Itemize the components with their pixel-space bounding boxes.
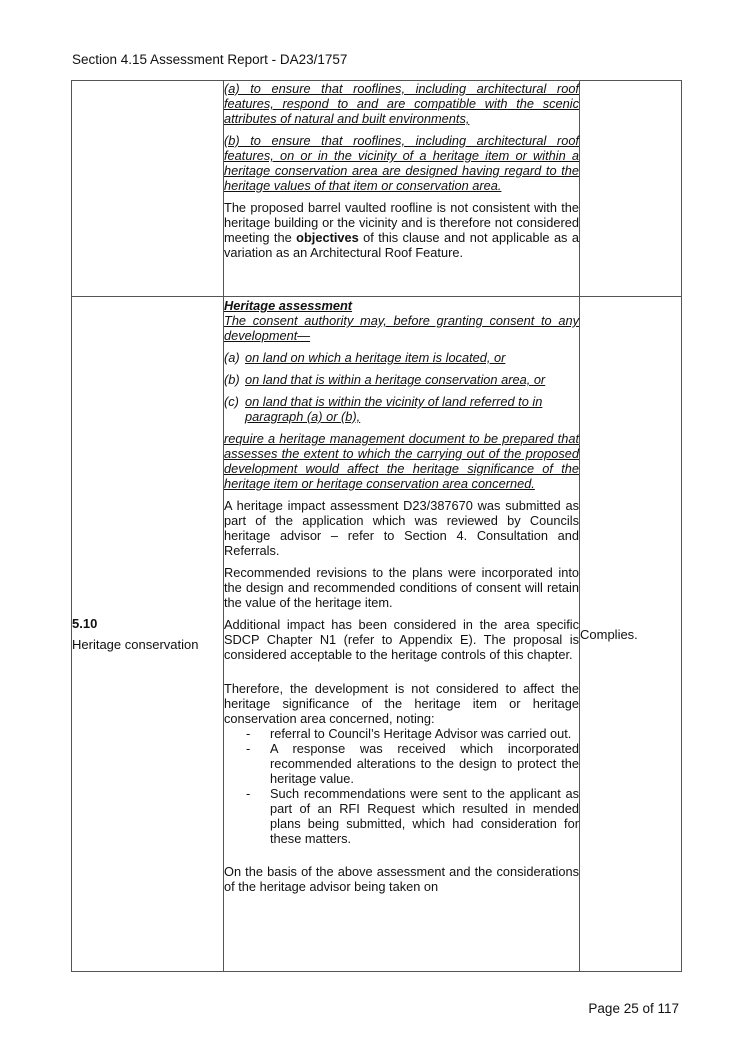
table-row — [72, 81, 682, 297]
paragraph: On the basis of the above assessment and the considerations of the heritage advisor being taken on — [224, 864, 579, 894]
paragraph: Additional impact has been considered in the area specific SDCP Chapter N1 (refer to Appendix E). The proposal is considered acceptable to the heritage controls of this chapter. — [224, 617, 579, 662]
objective-a: (a) to ensure that rooflines, including architectural roof features, respond to and are compatible with the scenic attributes of natural and built environments, — [224, 81, 579, 126]
compliance-cell — [580, 297, 682, 972]
clause-title: Heritage conservation — [72, 637, 199, 652]
clause-cell — [72, 297, 224, 972]
assessment-cell — [224, 81, 580, 297]
list-item: - referral to Council’s Heritage Advisor was carried out. — [246, 726, 572, 741]
paragraph: A heritage impact assessment D23/387670 was submitted as part of the application which was reviewed by Councils heritage advisor – refer to Section 4. Consultation and Referrals. — [224, 498, 579, 558]
page-number: Page 25 of 117 — [588, 1001, 679, 1016]
table-row — [72, 297, 682, 972]
roofline-comment: The proposed barrel vaulted roofline is not consistent with the heritage building or the vicinity and is therefore not considered meeting the objectives of this clause and not applicable as a variation as an Architectural Roof Feature. — [224, 200, 579, 260]
assessment-table — [71, 80, 682, 972]
intro-text: The consent authority may, before granting consent to any development— — [224, 313, 579, 343]
require-text: require a heritage management document to be prepared that assesses the extent to which the carrying out of the proposed development would affect the heritage significance of the heritage item or heritage conservation area concerned. — [224, 431, 579, 491]
page-header: Section 4.15 Assessment Report - DA23/1757 — [72, 52, 348, 67]
compliance-status: Complies. — [580, 626, 638, 642]
objective-b: (b) to ensure that rooflines, including architectural roof features, on or in the vicinity of a heritage item or within a heritage conservation area are designed having regard to the heritage values of that item or conservation area. — [224, 133, 579, 193]
paragraph: Therefore, the development is not considered to affect the heritage significance of the heritage item or heritage conservation area concerned, noting: — [224, 681, 579, 726]
list-item: - Such recommendations were sent to the applicant as part of an RFI Request which resulted in mended plans being submitted, which had consideration for these matters. — [246, 786, 579, 846]
list-item: (c) on land that is within the vicinity of land referred to in paragraph (a) or (b), — [224, 394, 543, 424]
list-item: (a) on land on which a heritage item is located, or — [224, 350, 506, 365]
compliance-cell — [580, 81, 682, 297]
assessment-cell — [224, 297, 580, 972]
list-item: - A response was received which incorporated recommended alterations to the design to protect the heritage value. — [246, 741, 579, 786]
list-item: (b) on land that is within a heritage conservation area, or — [224, 372, 546, 387]
section-heading: Heritage assessment — [224, 298, 353, 313]
paragraph: Recommended revisions to the plans were incorporated into the design and recommended conditions of consent will retain the value of the heritage item. — [224, 565, 579, 610]
clause-cell — [72, 81, 224, 297]
clause-number: 5.10 — [72, 616, 98, 631]
